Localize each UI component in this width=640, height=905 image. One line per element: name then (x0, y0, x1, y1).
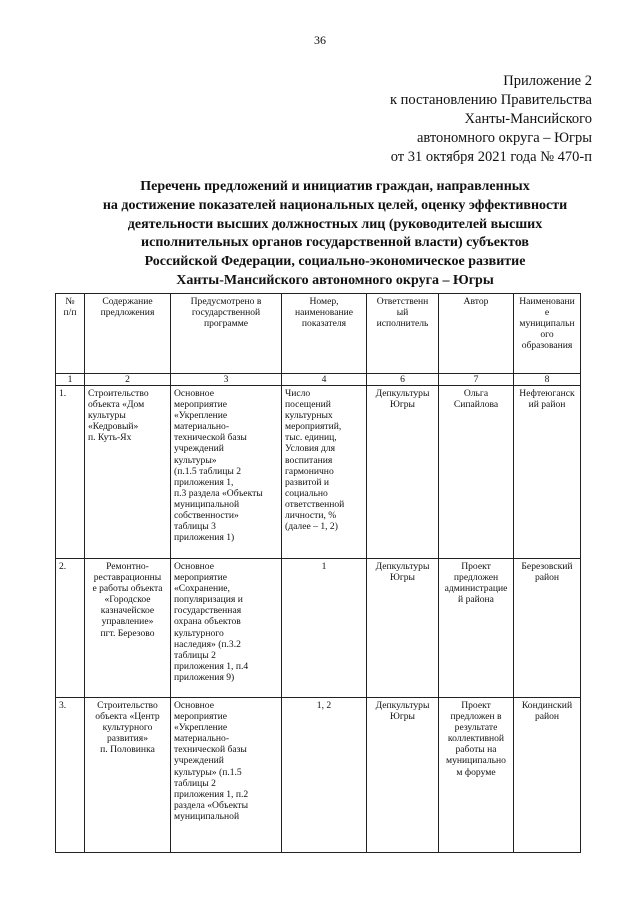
appendix-line: к постановлению Правительства (390, 92, 592, 108)
appendix-line: от 31 октября 2021 года № 470-п (390, 149, 592, 165)
cell-content: Ремонтно- реставрационны е работы объекта «Городское казначейское управление» пгт. Березово (85, 559, 171, 698)
cell-municipality: Кондинский район (514, 698, 581, 853)
cell-author: Проект предложен в результате коллективной работы на муниципально м форуме (439, 698, 514, 853)
row-number: 2. (56, 559, 85, 698)
header-cell-indicator: Номер, наименование показателя (282, 294, 367, 374)
proposals-table (55, 293, 581, 853)
title-line: исполнительных органов государственной власти) субъектов (141, 235, 529, 251)
table-row (56, 559, 581, 698)
appendix-line: Ханты-Мансийского (464, 111, 592, 127)
cell-program: Основное мероприятие «Укрепление материально- технической базы учреждений культуры» (п.1.5 таблицы 2 приложения 1, п.3 раздела «Объекты муниципальной собственности» таблицы 3 приложения 1) (171, 386, 282, 559)
appendix-line: Приложение 2 (503, 73, 592, 89)
table-header-row (56, 294, 581, 374)
column-number: 1 (56, 374, 85, 386)
header-cell-municipality: Наименовани е муниципальн ого образования (514, 294, 581, 374)
header-cell-program: Предусмотрено в государственной программе (171, 294, 282, 374)
cell-executor: Депкультуры Югры (367, 559, 439, 698)
cell-indicator: Число посещений культурных мероприятий, тыс. единиц, Условия для воспитания гармонично развитой и социально ответственной личности, % (далее – 1, 2) (282, 386, 367, 559)
column-number: 7 (439, 374, 514, 386)
table-row (56, 698, 581, 853)
cell-indicator: 1, 2 (282, 698, 367, 853)
column-number: 2 (85, 374, 171, 386)
cell-program: Основное мероприятие «Укрепление материально- технической базы учреждений культуры» (п.1.5 таблицы 2 приложения 1, п.2 раздела «Объекты муниципальной (171, 698, 282, 853)
cell-municipality: Нефтеюганск ий район (514, 386, 581, 559)
cell-indicator: 1 (282, 559, 367, 698)
header-cell-author: Автор (439, 294, 514, 374)
cell-author: Ольга Сипайлова (439, 386, 514, 559)
row-number: 3. (56, 698, 85, 853)
cell-executor: Депкультуры Югры (367, 386, 439, 559)
row-number: 1. (56, 386, 85, 559)
cell-executor: Депкультуры Югры (367, 698, 439, 853)
column-number: 4 (282, 374, 367, 386)
title-line: на достижение показателей национальных целей, оценку эффективности (102, 197, 568, 213)
header-cell-executor: Ответственн ый исполнитель (367, 294, 439, 374)
appendix-block (390, 72, 592, 167)
table-row (56, 386, 581, 559)
appendix-line: автономного округа – Югры (416, 130, 592, 146)
page-number: 36 (314, 33, 326, 47)
header-cell-content: Содержание предложения (85, 294, 171, 374)
cell-content: Строительство объекта «Центр культурного развития» п. Половинка (85, 698, 171, 853)
column-number: 6 (367, 374, 439, 386)
title-line: деятельности высших должностных лиц (руководителей высших (127, 216, 543, 232)
cell-content: Строительство объекта «Дом культуры «Кедровый» п. Куть-Ях (85, 386, 171, 559)
header-cell-num: № п/п (56, 294, 85, 374)
title-line: Перечень предложений и инициатив граждан, направленных (140, 179, 530, 194)
column-number: 8 (514, 374, 581, 386)
document-title (80, 178, 590, 291)
cell-author: Проект предложен администрацие й района (439, 559, 514, 698)
title-line: Российской Федерации, социально-экономическое развитие (144, 254, 526, 270)
cell-municipality: Березовский район (514, 559, 581, 698)
column-number: 3 (171, 374, 282, 386)
cell-program: Основное мероприятие «Сохранение, популяризация и государственная охрана объектов культурного наследия» (п.3.2 таблицы 2 приложения 1, п.4 приложения 9) (171, 559, 282, 698)
column-number-row (56, 374, 581, 386)
title-line: Ханты-Мансийского автономного округа – Югры (176, 272, 494, 288)
